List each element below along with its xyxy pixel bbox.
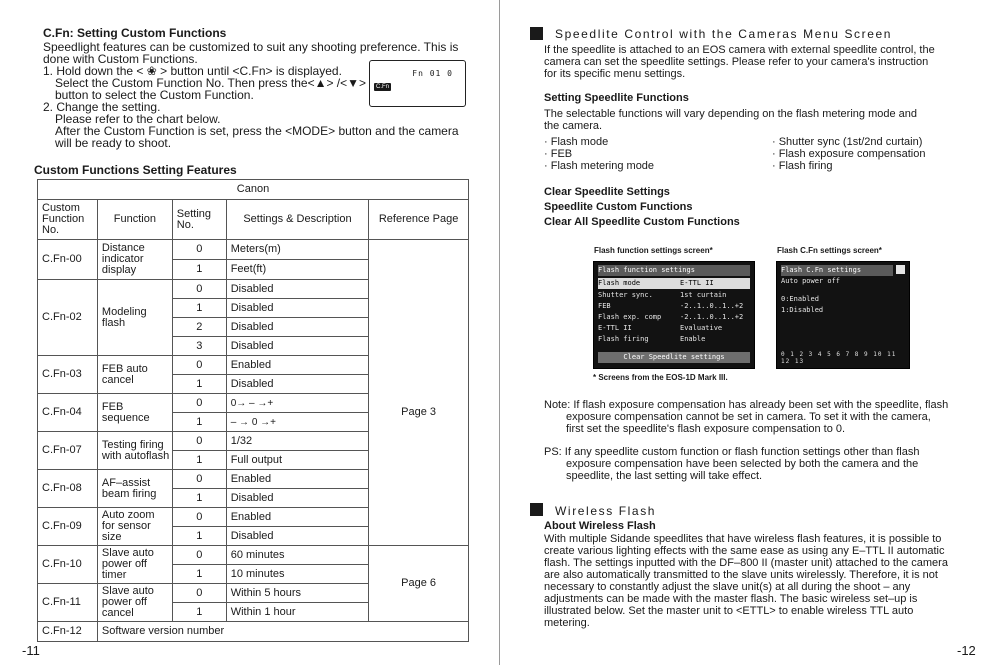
note-line-2: exposure compensation cannot be set in camera. To set it with the camera,	[566, 411, 931, 423]
bullet-flash-exp-comp: · Flash exposure compensation	[772, 148, 926, 160]
step-2-line-4: will be ready to shoot.	[55, 136, 172, 150]
table-row: 1 Disabled	[38, 375, 469, 394]
screen2-label: Flash C.Fn settings screen*	[777, 246, 882, 255]
sub-about-wireless-flash: About Wireless Flash	[544, 520, 656, 532]
section-title-wireless-flash: Wireless Flash	[555, 504, 657, 518]
sub-setting-speedlite-functions: Setting Speedlite Functions	[544, 92, 689, 104]
wireless-line-1: With multiple Sidande speedlites that have wireless flash features, it is possible to	[544, 533, 942, 545]
step-2-line-3: After the Custom Function is set, press the <MODE> button and the camera	[55, 124, 459, 138]
wireless-line-4: are also automatically transmitted to the slave units wirelessly. Therefore, it is not	[544, 569, 938, 581]
table-title: Custom Functions Setting Features	[34, 163, 237, 177]
lcd-display-illustration	[369, 60, 466, 107]
lcd-cfn-tag: C.Fn	[376, 84, 390, 90]
table-row: C.Fn-08 AF–assist beam firing 0 Enabled	[38, 470, 469, 489]
page-number-left: -11	[22, 643, 40, 658]
header-reference-page: Reference Page	[369, 200, 469, 240]
table-row: C.Fn-11 Slave auto power off cancel 0 Within 5 hours	[38, 584, 469, 603]
table-row: 3 Disabled	[38, 337, 469, 356]
lock-icon	[896, 265, 905, 274]
s1-line-2: camera can set the speedlite settings. Please refer to your camera's instruction	[544, 56, 929, 68]
step-2-line-2: Please refer to the chart below.	[55, 112, 221, 126]
page-number-right: -12	[957, 643, 976, 658]
table-brand: Canon	[38, 180, 469, 200]
sub1-line-1: The selectable functions will vary depending on the flash metering mode and	[544, 108, 918, 120]
table-row: 1 Disabled	[38, 489, 469, 508]
right-page	[500, 0, 1000, 665]
table-row: C.Fn-04 FEB sequence 0 0→ – →+	[38, 394, 469, 413]
page-ref-3: Page 3	[369, 280, 469, 546]
wireless-line-5: necessary to constantly adjust the slave unit(s) at all during the shoot – any	[544, 581, 911, 593]
table-row: 2 Disabled	[38, 318, 469, 337]
wireless-line-7: illustrated below. Set the master unit to <ETTL> to enable wireless TTL auto	[544, 605, 914, 617]
flash-function-settings-screen: Flash function settings Flash mode E-TTL II Shutter sync. 1st curtain FEB -2..1..0..1..+2 Flash exp. comp -2..1..0..1..+2 E-TTL II Evaluative Flash firing Enable Clear Speedlite settings	[593, 261, 755, 369]
lcd-readout: Fn 01 0	[412, 69, 453, 78]
step-1: 1. Hold down the < ❀ > button until <C.Fn> is displayed.	[43, 64, 342, 78]
wireless-line-3: flash. The settings inputted with the DF–800 II (master unit) attached to the camera	[544, 557, 948, 569]
table-row: C.Fn-03 FEB auto cancel 0 Enabled	[38, 356, 469, 375]
header-cf-no: Custom Function No.	[38, 200, 98, 240]
header-function: Function	[97, 200, 172, 240]
section-title-speedlite-control: Speedlite Control with the Cameras Menu Screen	[555, 27, 893, 41]
wireless-line-2: create various lighting effects with the same ease as using any E–TTL II automatic	[544, 545, 945, 557]
wireless-line-6: adjustments can be made with the master flash. The basic wireless set–up is	[544, 593, 918, 605]
table-row: C.Fn-09 Auto zoom for sensor size 0 Enabled	[38, 508, 469, 527]
section-square-icon	[530, 503, 543, 516]
step-2: 2. Change the setting.	[43, 100, 161, 114]
ps-line-3: speedlite, the last setting will take effect.	[566, 470, 763, 482]
custom-functions-table	[37, 179, 469, 642]
note-line-1: Note: If flash exposure compensation has already been set with the speedlite, flash	[544, 399, 949, 411]
page-ref-6: Page 6	[369, 546, 469, 622]
table-row: 1 Within 1 hour	[38, 603, 469, 622]
screen1-label: Flash function settings screen*	[594, 246, 713, 255]
table-row: 1 10 minutes	[38, 565, 469, 584]
sub-clear-all-custom-functions: Clear All Speedlite Custom Functions	[544, 216, 740, 228]
bullet-flash-firing: · Flash firing	[772, 160, 833, 172]
sub-speedlite-custom-functions: Speedlite Custom Functions	[544, 201, 693, 213]
table-row: C.Fn-07 Testing firing with autoflash 0 1/32	[38, 432, 469, 451]
table-row: 1 Full output	[38, 451, 469, 470]
step-1-line-3: button to select the Custom Function.	[55, 88, 254, 102]
table-row: 1 Disabled	[38, 527, 469, 546]
ps-line-2: exposure compensation have been selected by both the camera and the	[566, 458, 919, 470]
bullet-flash-mode: · Flash mode	[544, 136, 609, 148]
intro-line-2: done with Custom Functions.	[43, 52, 198, 66]
section-square-icon	[530, 27, 543, 40]
wireless-line-8: metering.	[544, 617, 590, 629]
table-row: C.Fn-10 Slave auto power off timer 0 60 minutes Page 6	[38, 546, 469, 565]
table-row: C.Fn-00 Distance indicator display 0 Meters(m)	[38, 240, 469, 260]
note-line-3: first set the speedlite's flash exposure compensation to 0.	[566, 423, 846, 435]
sub1-line-2: the camera.	[544, 120, 603, 132]
table-row: 1 Disabled	[38, 299, 469, 318]
s1-line-1: If the speedlite is attached to an EOS camera with external speedlite control, the	[544, 44, 935, 56]
table-row: C.Fn-12 Software version number	[38, 622, 469, 642]
flash-cfn-settings-screen: Flash C.Fn settings Auto power off 0:Enabled 1:Disabled 0 1 2 3 4 5 6 7 8 9 10 11 12 13	[776, 261, 910, 369]
bullet-feb: · FEB	[544, 148, 573, 160]
table-row: C.Fn-02 Modeling flash 0 Disabled Page 3	[38, 280, 469, 299]
screens-caption: * Screens from the EOS-1D Mark III.	[593, 373, 728, 382]
header-settings-description: Settings & Description	[226, 200, 369, 240]
ps-line-1: PS: If any speedlite custom function or flash function settings other than flash	[544, 446, 920, 458]
intro-line-1: Speedlight features can be customized to suit any shooting preference. This is	[43, 40, 459, 54]
step-1-line-2: Select the Custom Function No. Then press the<▲> /<▼>	[55, 76, 367, 90]
cfn-title: C.Fn: Setting Custom Functions	[43, 26, 227, 40]
sub-clear-speedlite-settings: Clear Speedlite Settings	[544, 186, 670, 198]
header-setting-no: Setting No.	[172, 200, 226, 240]
table-row: 1 Feet(ft)	[38, 260, 469, 280]
s1-line-3: for its specific menu settings.	[544, 68, 686, 80]
table-row: 1 – → 0 →+	[38, 413, 469, 432]
bullet-flash-metering: · Flash metering mode	[544, 160, 655, 172]
bullet-shutter-sync: · Shutter sync (1st/2nd curtain)	[772, 136, 923, 148]
